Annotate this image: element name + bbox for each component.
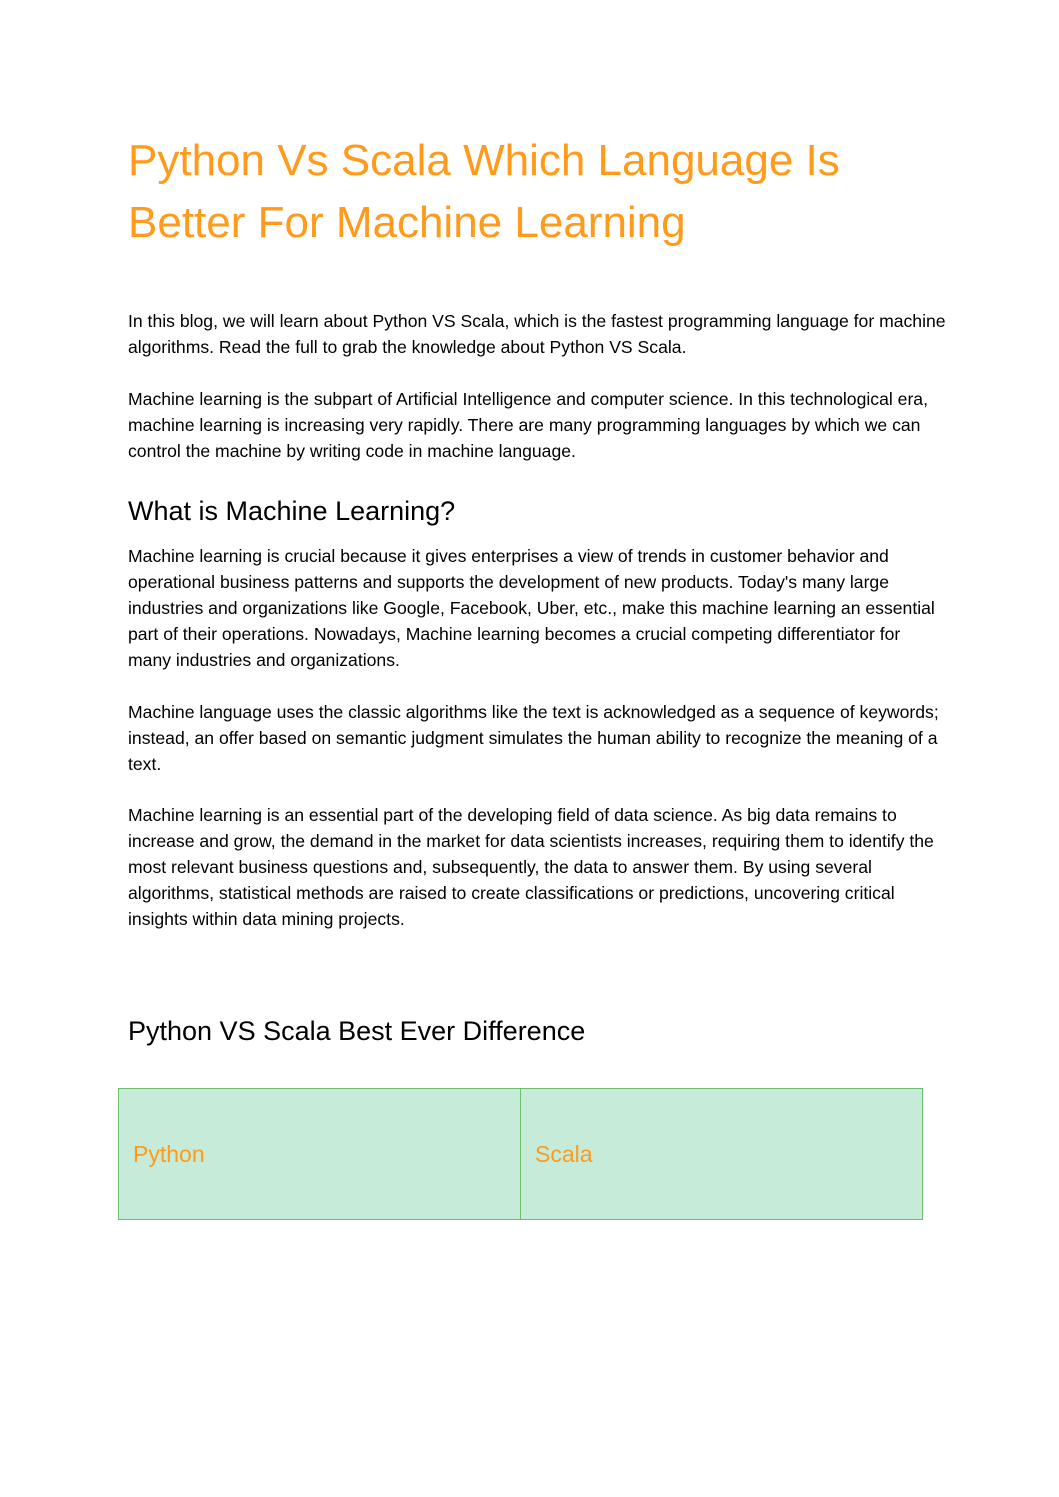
comparison-table (118, 1088, 923, 1220)
section1-paragraph-3: Machine learning is an essential part of the developing field of data science. As big data remains to increase and grow, the demand in the market for data scientists increases, requiring them to identify the most relevant business questions and, subsequently, the data to answer them. By using several algorithms, statistical methods are raised to create classifications or predictions, uncovering critical insights within data mining projects. (128, 805, 934, 929)
intro-paragraph-1: In this blog, we will learn about Python VS Scala, which is the fastest programming language for machine algorithms. Read the full to grab the knowledge about Python VS Scala. (128, 311, 946, 357)
document-title: Python Vs Scala Which Language Is Better For Machine Learning (128, 136, 840, 247)
section-heading-difference: Python VS Scala Best Ever Difference (128, 1016, 586, 1046)
section1-paragraph-1: Machine learning is crucial because it gives enterprises a view of trends in customer behavior and operational business patterns and supports the development of new products. Today's many large industries and organizations like Google, Facebook, Uber, etc., make this machine learning an essential part of their operations. Nowadays, Machine learning becomes a crucial competing differentiator for many industries and organizations. (128, 546, 935, 670)
table-header-python: Python (133, 1140, 205, 1167)
intro-paragraph-2: Machine learning is the subpart of Artificial Intelligence and computer science. In this technological era, machine learning is increasing very rapidly. There are many programming languages by which we can control the machine by writing code in machine language. (128, 389, 928, 461)
table-header-scala: Scala (520, 1089, 922, 1219)
section-heading-what-is-ml: What is Machine Learning? (128, 496, 456, 526)
section1-paragraph-2: Machine language uses the classic algorithms like the text is acknowledged as a sequence of keywords; instead, an offer based on semantic judgment simulates the human ability to recognize the meaning of a text. (128, 702, 939, 774)
